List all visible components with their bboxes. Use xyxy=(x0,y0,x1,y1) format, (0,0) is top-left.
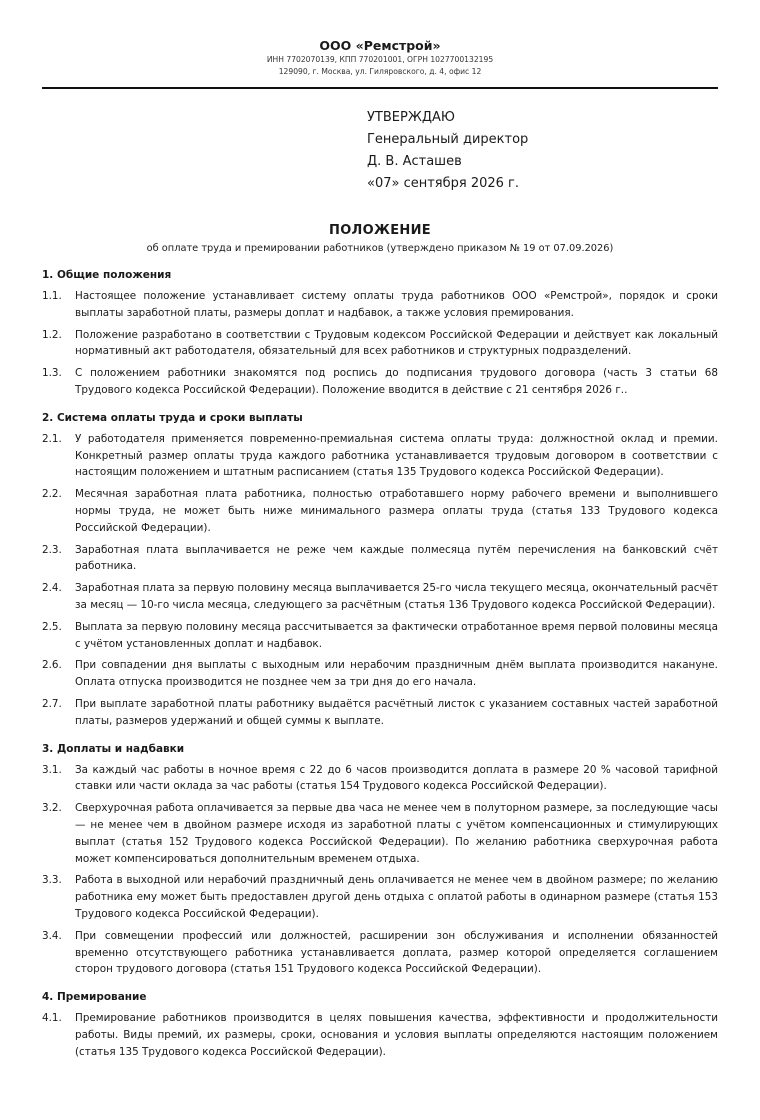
clause-text: Заработная плата за первую половину месяца выплачивается 25-го числа текущего месяца, окончательный расчёт за месяц — 10-го числа месяца, следующего за расчётным (статья 136 Трудового кодекса Российской Федерации). xyxy=(75,582,719,611)
section xyxy=(42,742,718,979)
clause-text: Заработная плата выплачивается не реже чем каждые полмесяца путём перечисления на банковский счёт работника. xyxy=(75,543,718,573)
clause-number: 3.2. xyxy=(42,802,62,815)
clause-number: 2.3. xyxy=(42,543,62,556)
clause-text: Месячная заработная плата работника, полностью отработавшего норму рабочего времени и выполнившего нормы труда, не может быть ниже минимального размера оплаты труда (статья 133 Трудового кодекса Российской Федерации). xyxy=(75,488,718,534)
company-requisites: ИНН 7702070139, КПП 770201001, ОГРН 1027700132195 xyxy=(266,55,494,64)
clause-text: Выплата за первую половину месяца рассчитывается за фактически отработанное время первой половины месяца с учётом установленных доплат и надбавок. xyxy=(75,620,718,650)
clause-number: 2.6. xyxy=(42,659,62,672)
clause xyxy=(42,928,718,978)
header-divider xyxy=(42,87,718,89)
clause-text: При выплате заработной платы работнику выдаётся расчётный листок с указанием составных частей заработной платы, размеров удержаний и общей суммы к выплате. xyxy=(75,697,718,727)
clause-text: При совмещении профессий или должностей, расширении зон обслуживания и исполнении обязанностей временно отсутствующего работника устанавливается доплата, размер которой определяется соглашением сторон трудового договора (статья 151 Трудового кодекса Российской Федерации). xyxy=(75,929,718,976)
clause-number: 2.1. xyxy=(42,432,62,445)
clause-number: 2.4. xyxy=(42,582,62,595)
clause xyxy=(42,431,718,481)
section-title: 2. Система оплаты труда и сроки выплаты xyxy=(42,411,303,424)
clause-text: Положение разработано в соответствии с Трудовым кодексом Российской Федерации и действует как локальный нормативный акт работодателя, обязательный для всех работников и структурных подразделений. xyxy=(75,328,718,358)
clause xyxy=(42,327,718,361)
clause-number: 3.4. xyxy=(42,929,62,942)
clause-number: 1.3. xyxy=(42,367,62,380)
document-title: ПОЛОЖЕНИЕ xyxy=(329,223,431,238)
clause xyxy=(42,365,718,399)
company-address: 129090, г. Москва, ул. Гиляровского, д. 4, офис 12 xyxy=(278,67,482,76)
clause-number: 2.2. xyxy=(42,488,62,501)
approval-name: Д. В. Асташев xyxy=(367,154,462,169)
clause-text: За каждый час работы в ночное время с 22 до 6 часов производится доплата в размере 20 % часовой тарифной ставки или части оклада за час работы (статья 154 Трудового кодекса Российской Федерации). xyxy=(75,763,718,793)
section-title: 1. Общие положения xyxy=(42,269,172,281)
clause-number: 3.1. xyxy=(42,763,62,776)
clause xyxy=(42,657,718,691)
clause xyxy=(42,762,718,796)
company-header xyxy=(42,38,718,78)
document-page xyxy=(42,0,718,1065)
clause-text: С положением работники знакомятся под роспись до подписания трудового договора (часть 3 статьи 68 Трудового кодекса Российской Федерации). Положение вводится в действие с 21 сентября 2026 г.. xyxy=(75,367,718,396)
clause-number: 3.3. xyxy=(42,874,62,887)
clause xyxy=(42,619,718,653)
clause xyxy=(42,580,718,614)
clause-text: Сверхурочная работа оплачивается за первые два часа не менее чем в полуторном размере, за последующие часы — не менее чем в двойном размере исходя из заработной платы с учётом компенсационных и стимулирующих выплат (статья 152 Трудового кодекса Российской Федерации). По желанию работника сверхурочная работа может компенсироваться дополнительным временем отдыха. xyxy=(75,802,718,865)
clause-text: При совпадении дня выплаты с выходным или нерабочим праздничным днём выплата производится накануне. Оплата отпуска производится не позднее чем за три дня до его начала. xyxy=(75,659,718,689)
clause xyxy=(42,696,718,730)
approval-position: Генеральный директор xyxy=(367,132,529,147)
company-name: ООО «Ремстрой» xyxy=(319,38,441,53)
sections-container xyxy=(42,268,718,1060)
clause-number: 1.2. xyxy=(42,328,62,341)
section-title: 4. Премирование xyxy=(42,991,147,1004)
clause-number: 4.1. xyxy=(42,1012,62,1025)
clause xyxy=(42,800,718,867)
clause-number: 1.1. xyxy=(42,290,62,302)
clause-text: У работодателя применяется повременно-премиальная система оплаты труда: должностной оклад и премии. Конкретный размер оплаты труда каждого работника устанавливается трудовым договором в соответствии с настоящим положением и штатным расписанием (статья 135 Трудового кодекса Российской Федерации). xyxy=(75,432,718,479)
section-title: 3. Доплаты и надбавки xyxy=(42,742,185,755)
clause-text: Настоящее положение устанавливает систему оплаты труда работников ООО «Ремстрой», порядок и сроки выплаты заработной платы, размеры доплат и надбавок, а также условия премирования. xyxy=(75,290,718,319)
section xyxy=(42,990,718,1060)
section xyxy=(42,268,718,399)
clause-number: 2.7. xyxy=(42,697,62,710)
clause xyxy=(42,486,718,536)
clause-text: Премирование работников производится в целях повышения качества, эффективности и продолжительности работы. Виды премий, их размеры, сроки, основания и условия выплаты определяются настоящим положением (статья 135 Трудового кодекса Российской Федерации). xyxy=(75,1012,718,1058)
approval-date: «07» сентября 2026 г. xyxy=(367,176,520,191)
clause-text: Работа в выходной или нерабочий праздничный день оплачивается не менее чем в двойном размере; по желанию работника ему может быть предоставлен другой день отдыха с оплатой работы в одинарном размере (статья 153 Трудового кодекса Российской Федерации). xyxy=(75,874,718,920)
clause xyxy=(42,288,718,322)
clause-number: 2.5. xyxy=(42,620,62,633)
clause xyxy=(42,1010,718,1060)
approval-block xyxy=(367,107,718,195)
document-subtitle: об оплате труда и премировании работников (утверждено приказом № 19 от 07.09.2026) xyxy=(146,243,614,254)
clause xyxy=(42,542,718,576)
clause xyxy=(42,872,718,922)
section xyxy=(42,411,718,730)
approval-word: УТВЕРЖДАЮ xyxy=(367,110,455,125)
